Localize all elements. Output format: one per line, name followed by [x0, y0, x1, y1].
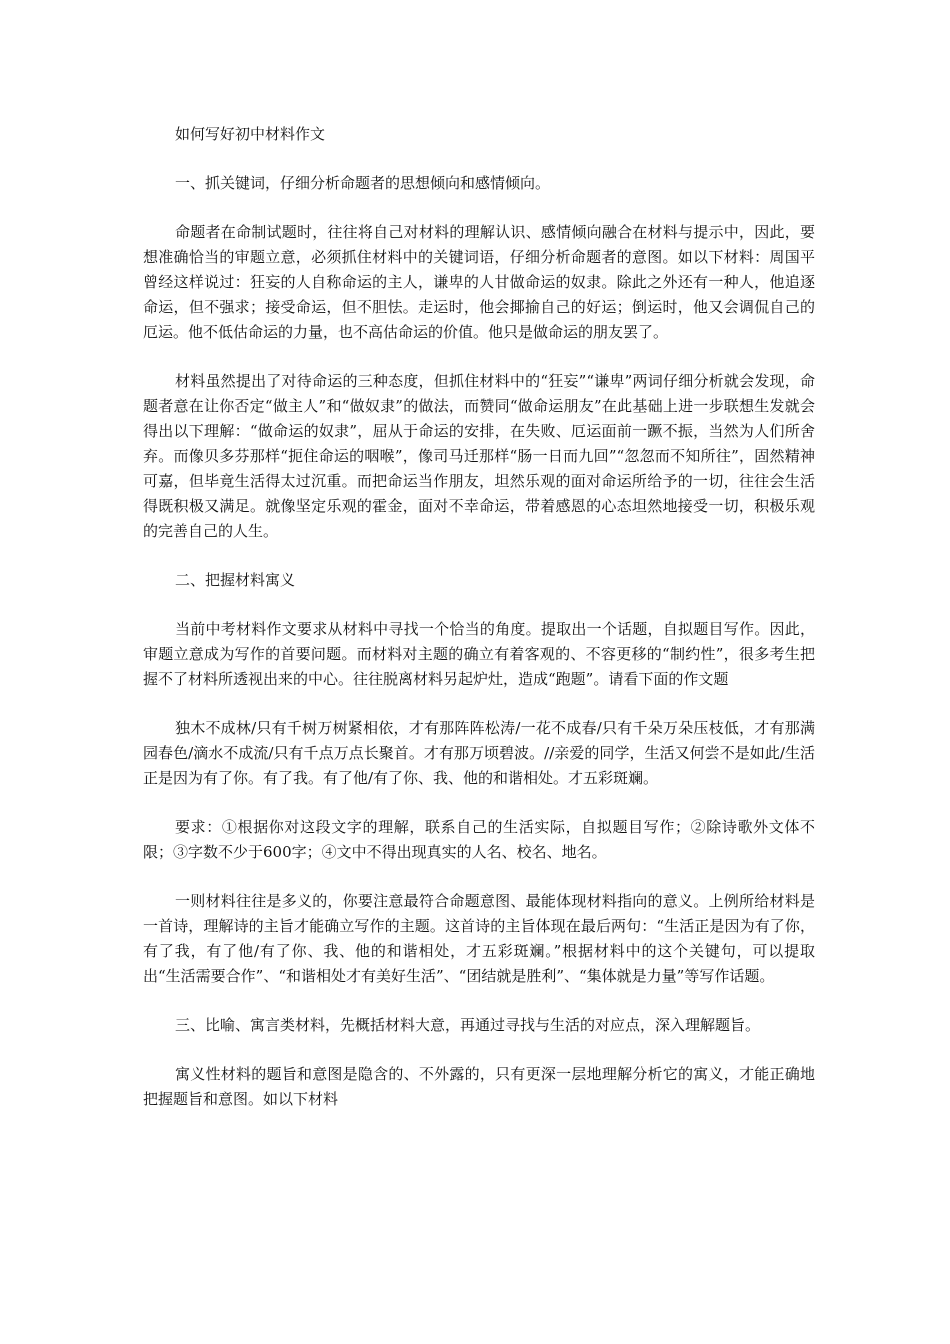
poem-paragraph: 独木不成林/只有千树万树紧相依，才有那阵阵松涛/一花不成春/只有千朵万朵压枝低，才有那满园春色/滴水不成流/只有千点万点长聚首。才有那万顷碧波。//亲爱的同学，生活又何尝不是如此/生活正是因为有了你。有了我。有了他/有了你、我、他的和谐相处。才五彩斑斓。 — [143, 719, 815, 787]
document-title: 如何写好初中材料作文 — [175, 125, 326, 143]
section-heading-3: 三、比喻、寓言类材料，先概括材料大意，再通过寻找与生活的对应点，深入理解题旨。 — [175, 1016, 761, 1034]
paragraph: 命题者在命制试题时，往往将自己对材料的理解认识、感情倾向融合在材料与提示中，因此，要想准确恰当的审题立意，必须抓住材料中的关键词语，仔细分析命题者的意图。如以下材料：周国平曾经这样说过：狂妄的人自称命运的主人，谦卑的人甘做命运的奴隶。除此之外还有一种人，他追逐命运，但不强求；接受命运，但不胆怯。走运时，他会揶揄自己的好运；倒运时，他又会调侃自己的厄运。他不低估命运的力量，也不高估命运的价值。他只是做命运的朋友罢了。 — [143, 223, 815, 341]
section-heading-2: 二、把握材料寓义 — [175, 571, 296, 589]
paragraph: 寓义性材料的题旨和意图是隐含的、不外露的，只有更深一层地理解分析它的寓义，才能正确地把握题旨和意图。如以下材料 — [143, 1065, 815, 1108]
document-page — [143, 122, 815, 1136]
paragraph: 当前中考材料作文要求从材料中寻找一个恰当的角度。提取出一个话题，自拟题目写作。因此，审题立意成为写作的首要问题。而材料对主题的确立有着客观的、不容更移的“制约性”，很多考生把握不了材料所透视出来的中心。往往脱离材料另起炉灶，造成“跑题”。请看下面的作文题 — [143, 620, 815, 688]
requirements-paragraph: 要求：①根据你对这段文字的理解，联系自己的生活实际，自拟题目写作；②除诗歌外文体不限；③字数不少于600字；④文中不得出现真实的人名、校名、地名。 — [143, 818, 815, 861]
section-heading-1: 一、抓关键词，仔细分析命题者的思想倾向和感情倾向。 — [175, 174, 551, 192]
paragraph: 一则材料往往是多义的，你要注意最符合命题意图、最能体现材料指向的意义。上例所给材料是一首诗，理解诗的主旨才能确立写作的主题。这首诗的主旨体现在最后两句：“生活正是因为有了你，有了我，有了他/有了你、我、他的和谐相处，才五彩斑斓。”根据材料中的这个关键句，可以提取出“生活需要合作”、“和谐相处才有美好生活”、“团结就是胜利”、“集体就是力量”等写作话题。 — [143, 892, 815, 985]
paragraph: 材料虽然提出了对待命运的三种态度，但抓住材料中的“狂妄”“谦卑”两词仔细分析就会发现，命题者意在让你否定“做主人”和“做奴隶”的做法，而赞同“做命运朋友”在此基础上进一步联想生发就会得出以下理解：“做命运的奴隶”，屈从于命运的安排，在失败、厄运面前一蹶不振，当然为人们所舍弃。而像贝多芬那样“扼住命运的咽喉”，像司马迁那样“肠一日而九回”“忽忽而不知所往”，固然精神可嘉，但毕竟生活得太过沉重。而把命运当作朋友，坦然乐观的面对命运所给予的一切，往往会生活得既积极又满足。就像坚定乐观的霍金，面对不幸命运，带着感恩的心态坦然地接受一切，积极乐观的完善自己的人生。 — [143, 372, 815, 540]
